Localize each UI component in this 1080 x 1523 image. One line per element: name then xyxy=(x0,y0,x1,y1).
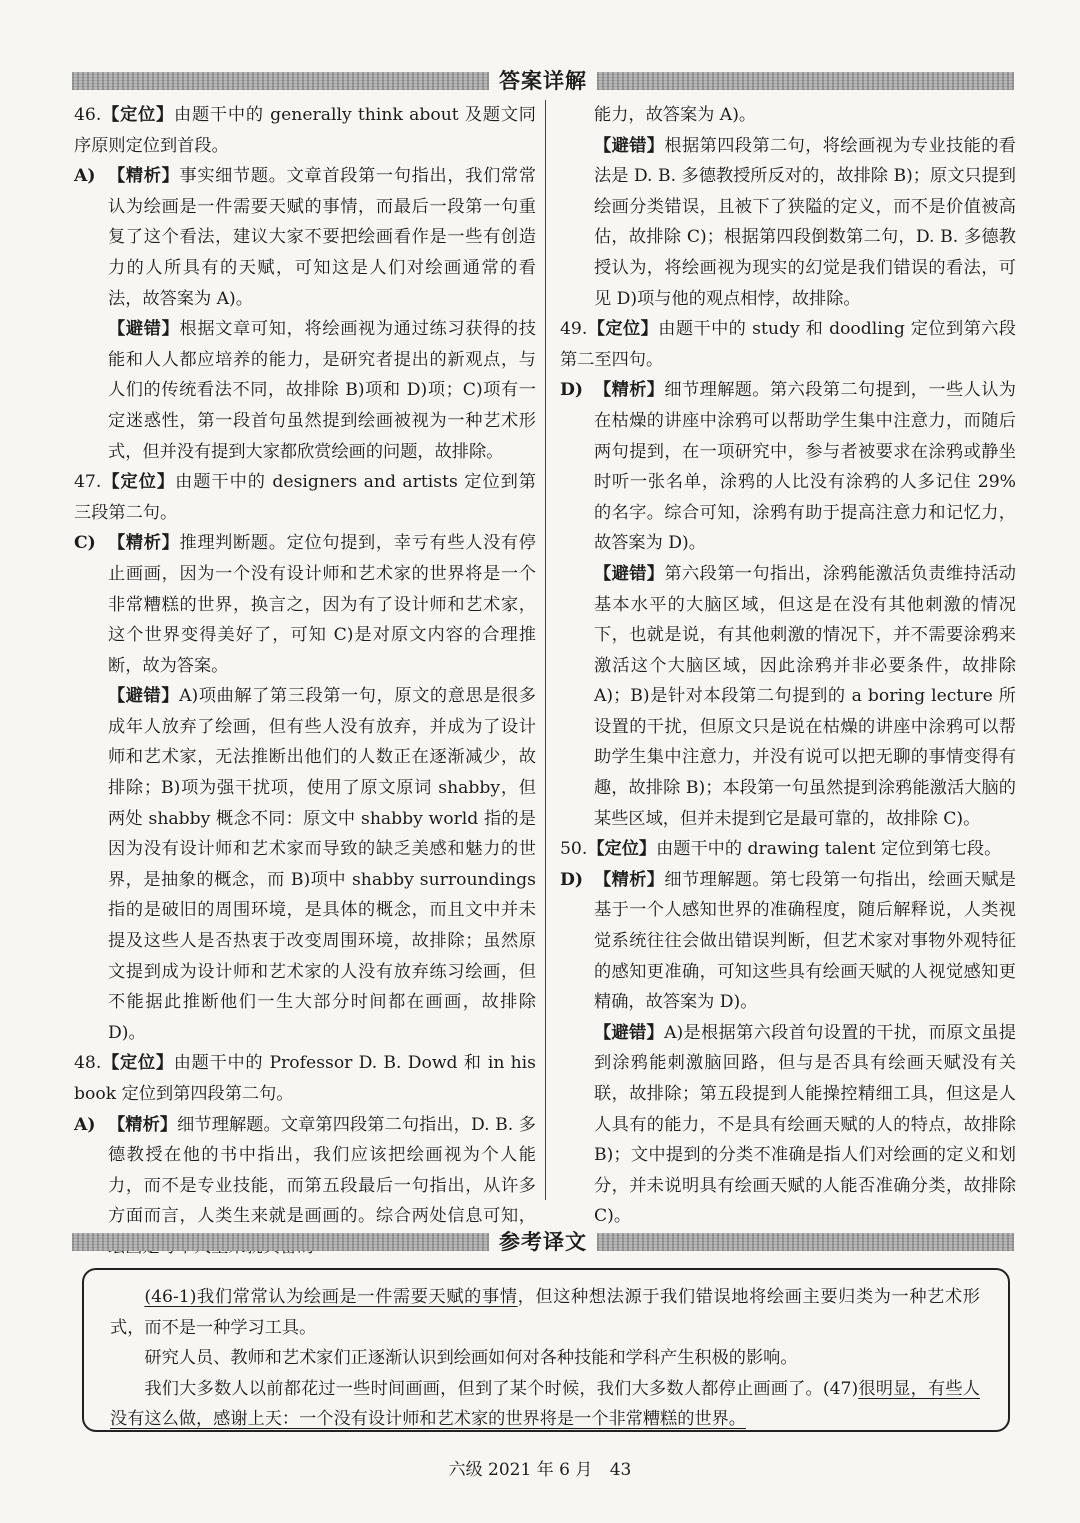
locator-tag: 【定位】 xyxy=(587,319,659,340)
avoid-error-text: 第六段第一句指出，涂鸦能激活负责维持活动基本水平的大脑区域，但这是在没有其他刺激的情况下，也就是说，有其他刺激的情况下，并不需要涂鸦来激活这个大脑区域，因此涂鸦并非必要条件，故排除 A)；B)是针对本段第二句提到的 a boring lecture 所设置的干扰，但原文只是说在枯燥的讲座中涂鸦可以帮助学生集中注意力，并没有说可以把无聊的事情变得有趣，故排除 B)；本段第一句虽然提到涂鸦能激活大脑的某些区域，但并未提到它是最可靠的，故排除 C)。 xyxy=(594,563,1016,829)
question-locator xyxy=(74,1048,536,1109)
answer-analysis xyxy=(560,865,1016,1018)
right-column xyxy=(560,100,1016,1232)
locator-text: 由题干中的 drawing talent 定位到第七段。 xyxy=(656,839,1002,860)
header-pattern-right xyxy=(597,72,1014,90)
question-number: 50. xyxy=(560,839,588,860)
answer-letter: A) xyxy=(74,166,96,187)
question-number: 46. xyxy=(74,105,102,125)
error-avoidance xyxy=(560,131,1016,315)
locator-tag: 【定位】 xyxy=(101,1053,174,1074)
analysis-tag: 【精析】 xyxy=(108,166,180,187)
translation-header-title: 参考译文 xyxy=(489,1229,597,1255)
avoid-error-text: 根据文章可知，将绘画视为通过练习获得的技能和人人都应培养的能力，是研究者提出的新观点，与人们的传统看法不同，故排除 B)项和 D)项；C)项有一定迷惑性，第一段首句虽然提到绘画被视为一种艺术形式，但并没有提到大家都欣赏绘画的问题，故排除。 xyxy=(108,319,536,462)
translation-text: 我们大多数人以前都花过一些时间画画，但到了某个时候，我们大多数人都停止画画了。(47) xyxy=(144,1378,859,1399)
error-avoidance xyxy=(560,559,1016,834)
translation-paragraph-2: 研究人员、教师和艺术家们正逐渐认识到绘画如何对各种技能和学科产生积极的影响。 xyxy=(144,1348,798,1369)
answer-letter: D) xyxy=(560,380,584,401)
analysis-tag: 【精析】 xyxy=(594,380,665,401)
translation-box xyxy=(82,1268,1010,1432)
avoid-error-tag: 【避错】 xyxy=(594,563,665,584)
translation-text: ，但这种想法源于我们错误地将绘画主要归类为一种艺术形式，而不是一种学习工具。 xyxy=(110,1287,980,1338)
answers-header xyxy=(72,68,1014,94)
translation-paragraph-1 xyxy=(110,1282,980,1343)
analysis-tag: 【精析】 xyxy=(594,869,665,890)
avoid-error-text: A)是根据第六段首句设置的干扰，而原文虽提到涂鸦能刺激脑回路，但与是否具有绘画天赋没有关联，故排除；第五段提到人能操控精细工具，但这是人人具有的能力，不是具有绘画天赋的人的特点，故排除 B)；文中提到的分类不准确是指人们对绘画的定义和划分，并未说明具有绘画天赋的人能否准确分类，故排除 C)。 xyxy=(594,1022,1016,1227)
translation-paragraph-3 xyxy=(110,1374,980,1435)
locator-tag: 【定位】 xyxy=(101,472,176,493)
header-pattern-left xyxy=(72,1233,489,1251)
locator-tag: 【定位】 xyxy=(101,105,174,125)
underlined-sentence-46: 我们常常认为绘画是一件需要天赋的事情 xyxy=(196,1287,518,1307)
underlined-sentence-47: 很明显，有些人没有这么做，感谢上天：一个没有设计师和艺术家的世界将是一个非常糟糕的世界。 xyxy=(110,1378,980,1430)
answer-analysis xyxy=(74,528,536,681)
avoid-error-tag: 【避错】 xyxy=(594,135,665,156)
avoid-error-tag: 【避错】 xyxy=(108,686,180,707)
question-46-1-label: (46-1) xyxy=(144,1287,197,1307)
answer-letter: A) xyxy=(74,1114,96,1135)
header-pattern-right xyxy=(597,1233,1014,1251)
analysis-tag: 【精析】 xyxy=(108,1114,178,1135)
analysis-tag: 【精析】 xyxy=(108,533,180,554)
column-divider xyxy=(545,100,546,1200)
answer-letter: C) xyxy=(74,533,96,554)
avoid-error-text: A)项曲解了第三段第一句，原文的意思是很多成年人放弃了绘画，但有些人没有放弃，并成为了设计师和艺术家，无法推断出他们的人数正在逐渐减少，故排除；B)项为强干扰项，使用了原文原词 shabby，但两处 shabby 概念不同：原文中 shabby world 指的是因为没有设计师和艺术家而导致的缺乏美感和魅力的世界，是抽象的概念，而 B)项中 shabby surroundings 指的是破旧的周围环境，是具体的概念，而且文中并未提及这些人是否热衷于改变周围环境，故排除；虽然原文提到成为设计师和艺术家的人没有放弃练习绘画，但不能据此推断他们一生大部分时间都在画画，故排除 D)。 xyxy=(108,686,536,1043)
header-pattern-left xyxy=(72,72,489,90)
question-locator xyxy=(74,467,536,528)
answer-analysis xyxy=(74,161,536,314)
question-number: 47. xyxy=(74,472,102,493)
error-avoidance xyxy=(560,1018,1016,1232)
avoid-error-tag: 【避错】 xyxy=(108,319,180,340)
analysis-text: 细节理解题。第六段第二句提到，一些人认为在枯燥的讲座中涂鸦可以帮助学生集中注意力，而随后两句提到，在一项研究中，参与者被要求在涂鸦或静坐时听一张名单，涂鸦的人比没有涂鸦的人多记住 29% 的名字。综合可知，涂鸦有助于提高注意力和记忆力，故答案为 D)。 xyxy=(594,380,1016,554)
error-avoidance xyxy=(74,314,536,467)
avoid-error-tag: 【避错】 xyxy=(594,1022,665,1043)
locator-text: 由题干中的 study 和 doodling 定位到第六段第二至四句。 xyxy=(560,319,1016,370)
avoid-error-text: 根据第四段第二句，将绘画视为专业技能的看法是 D. B. 多德教授所反对的，故排除 B)；原文只提到绘画分类错误，且被下了狭隘的定义，而不是价值被高估，故排除 C)；根据第四段倒数第二句，D. B. 多德教授认为，将绘画视为现实的幻觉是我们错误的看法，可见 D)项与他的观点相悖，故排除。 xyxy=(594,135,1016,309)
continued-text: 能力，故答案为 A)。 xyxy=(594,105,757,125)
question-number: 48. xyxy=(74,1053,102,1074)
page-number: 43 xyxy=(609,1460,632,1480)
exam-label: 六级 2021 年 6 月 xyxy=(448,1460,593,1480)
answer-letter: D) xyxy=(560,869,584,890)
locator-text: 由题干中的 generally think about 及题文同序原则定位到首段。 xyxy=(74,105,536,156)
page-footer xyxy=(0,1455,1080,1480)
analysis-text: 细节理解题。第七段第一句指出，绘画天赋是基于一个人感知世界的准确程度，随后解释说，人类视觉系统往往会做出错误判断，但艺术家对事物外观特征的感知更准确，可知这些具有绘画天赋的人视觉感知更精确，故答案为 D)。 xyxy=(594,869,1016,1013)
question-locator xyxy=(560,314,1016,375)
answers-header-title: 答案详解 xyxy=(489,68,597,94)
error-avoidance xyxy=(74,681,536,1048)
question-locator xyxy=(560,834,1016,865)
answer-analysis xyxy=(560,375,1016,559)
locator-text: 由题干中的 designers and artists 定位到第三段第二句。 xyxy=(74,472,536,523)
locator-tag: 【定位】 xyxy=(587,839,657,860)
translation-header xyxy=(72,1229,1014,1255)
question-number: 49. xyxy=(560,319,588,340)
analysis-text: 推理判断题。定位句提到，幸亏有些人没有停止画画，因为一个没有设计师和艺术家的世界将是一个非常糟糕的世界，换言之，因为有了设计师和艺术家，这个世界变得美好了，可知 C)是对原文内容的合理推断，故为答案。 xyxy=(108,533,536,676)
locator-text: 由题干中的 Professor D. B. Dowd 和 in his book 定位到第四段第二句。 xyxy=(74,1053,536,1104)
left-column xyxy=(74,100,536,1263)
analysis-text: 细节理解题。文章第四段第二句指出，D. B. 多德教授在他的书中指出，我们应该把绘画视为个人能力，而不是专业技能，而第五段最后一句指出，从许多方面而言，人类生来就是画画的。综合两处信息可知， xyxy=(108,1114,536,1227)
analysis-text: 事实细节题。文章首段第一句指出，我们常常认为绘画是一件需要天赋的事情，而最后一段第一句重复了这个看法，建议大家不要把绘画看作是一些有创造力的人所具有的天赋，可知这是人们对绘画通常的看法，故答案为 A)。 xyxy=(108,166,536,309)
question-locator xyxy=(74,100,536,161)
